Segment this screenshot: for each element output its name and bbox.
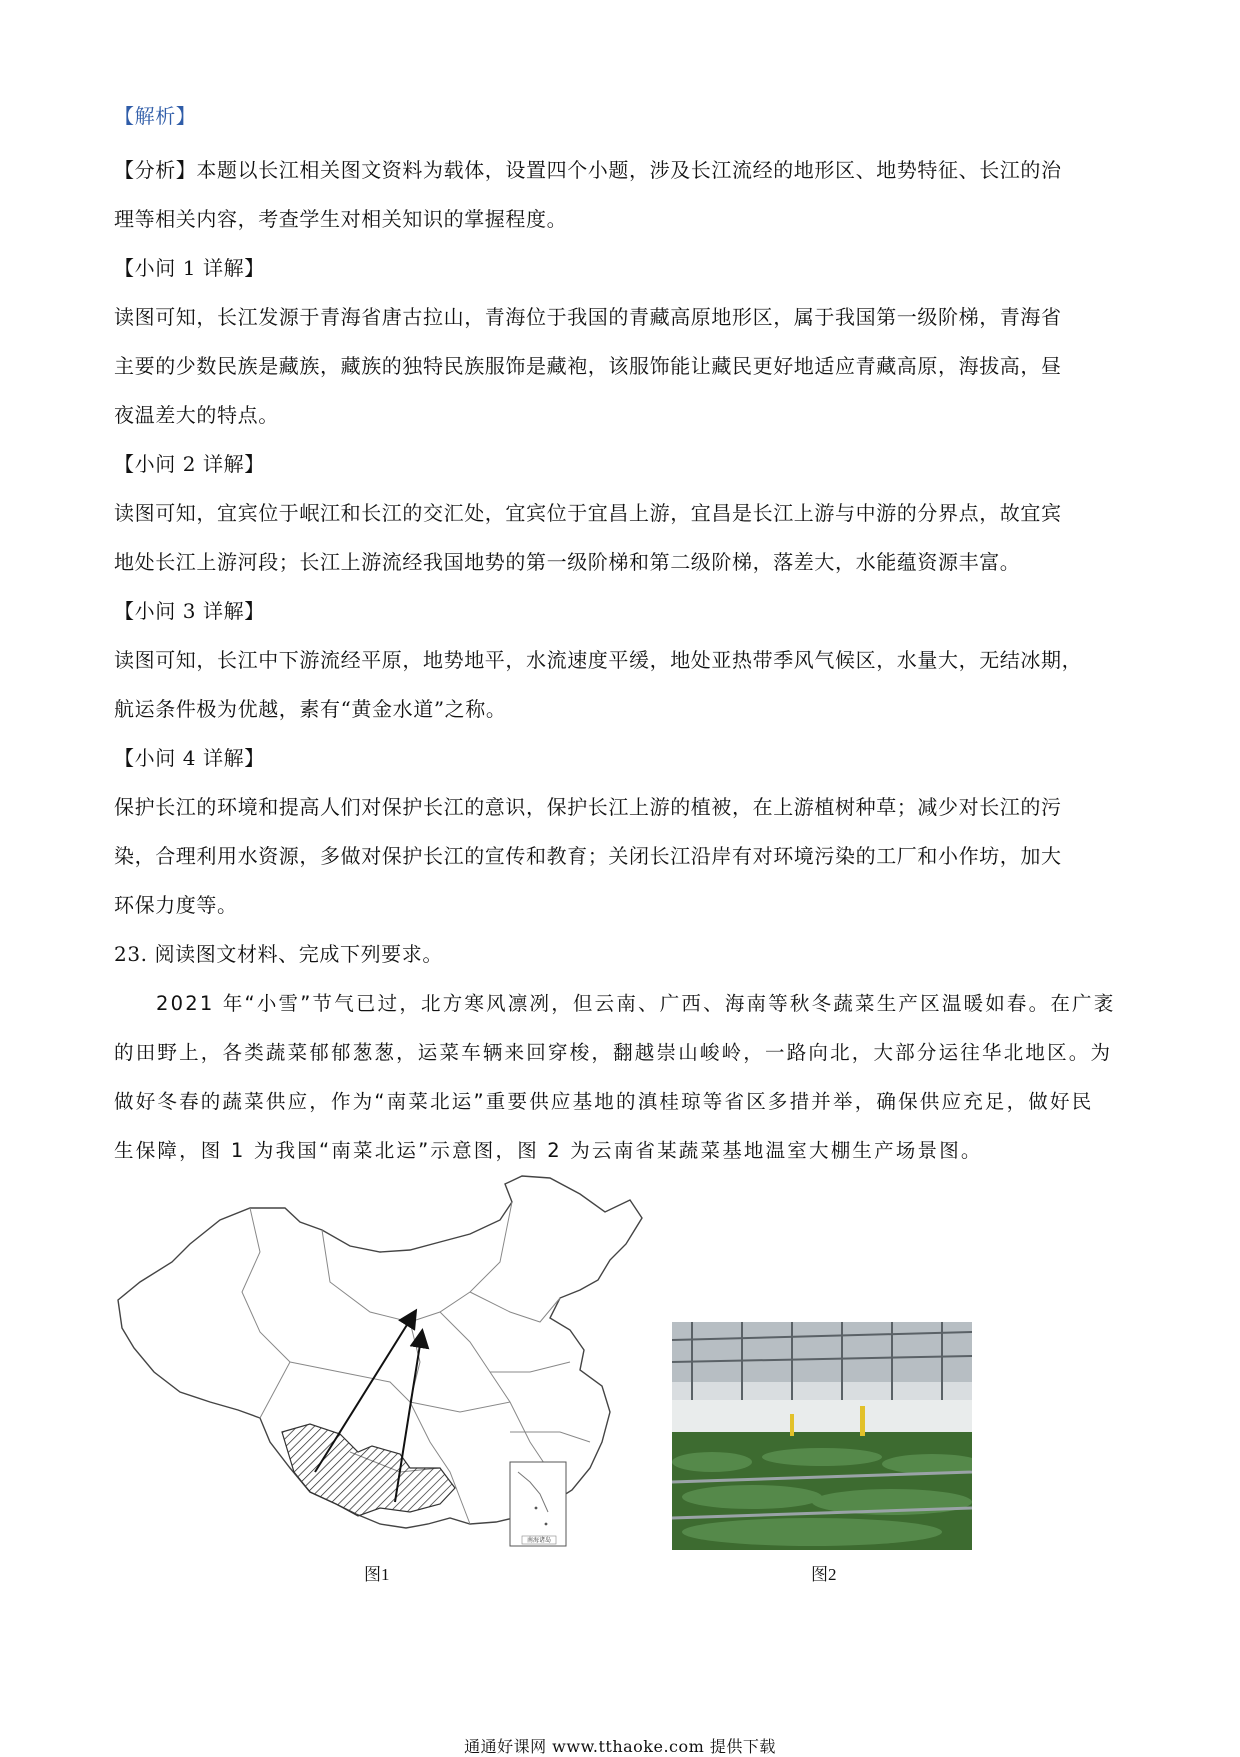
q3-line-2: 航运条件极为优越，素有“黄金水道”之称。 xyxy=(114,697,507,721)
q1-line-2: 主要的少数民族是藏族，藏族的独特民族服饰是藏袍，该服饰能让藏民更好地适应青藏高原，海拔高，昼 xyxy=(114,354,1062,378)
question-23-title: 23. 阅读图文材料、完成下列要求。 xyxy=(114,942,443,966)
greenhouse-photo xyxy=(672,1322,972,1550)
section-header-text: 【解析】 xyxy=(114,104,197,128)
hatched-production-region xyxy=(282,1424,455,1516)
analysis-line-1 xyxy=(114,146,1126,195)
q2-line-2: 地处长江上游河段；长江上游流经我国地势的第一级阶梯和第二级阶梯，落差大，水能蕴资源丰富。 xyxy=(114,550,1021,574)
south-china-sea-inset xyxy=(510,1462,566,1546)
question-23-block xyxy=(114,930,1126,1175)
q1-line-1: 读图可知，长江发源于青海省唐古拉山，青海位于我国的青藏高原地形区，属于我国第一级阶梯，青海省 xyxy=(114,305,1062,329)
question-23-line-4: 生保障，图 1 为我国“南菜北运”示意图，图 2 为云南省某蔬菜基地温室大棚生产场景图。 xyxy=(114,1139,983,1162)
q1-block xyxy=(114,244,1126,440)
analysis-line-2: 理等相关内容，考查学生对相关知识的掌握程度。 xyxy=(114,207,568,231)
figure-2-caption: 图2 xyxy=(811,1565,837,1584)
q3-line-1: 读图可知，长江中下游流经平原，地势地平，水流速度平缓，地处亚热带季风气候区，水量大，无结冰期， xyxy=(114,648,1083,672)
q3-header: 【小问 3 详解】 xyxy=(114,599,265,623)
q4-line-1: 保护长江的环境和提高人们对保护长江的意识，保护长江上游的植被，在上游植树种草；减少对长江的污 xyxy=(114,795,1062,819)
footer-credit: 通通好课网 www.tthaoke.com 提供下载 xyxy=(464,1737,776,1756)
china-map-figure xyxy=(110,1172,710,1552)
q4-block xyxy=(114,734,1126,930)
q2-block xyxy=(114,440,1126,587)
question-23-line-2: 的田野上，各类蔬菜郁郁葱葱，运菜车辆来回穿梭，翻越崇山峻岭，一路向北，大部分运往华北地区。为 xyxy=(114,1041,1113,1064)
q4-line-3: 环保力度等。 xyxy=(114,893,238,917)
q1-line-3: 夜温差大的特点。 xyxy=(114,403,279,427)
analysis-label: 【分析】 xyxy=(114,158,197,182)
q1-header: 【小问 1 详解】 xyxy=(114,256,265,280)
figure-1-caption: 图1 xyxy=(364,1565,390,1584)
q3-block xyxy=(114,587,1126,734)
analysis-text-1: 本题以长江相关图文资料为载体，设置四个小题，涉及长江流经的地形区、地势特征、长江的治 xyxy=(196,158,1062,182)
q4-header: 【小问 4 详解】 xyxy=(114,746,265,770)
analysis-block xyxy=(114,146,1126,244)
q4-line-2: 染，合理利用水资源，多做对保护长江的宣传和教育；关闭长江沿岸有对环境污染的工厂和小作坊，加大 xyxy=(114,844,1062,868)
inset-label: 南海诸岛 xyxy=(526,1537,552,1544)
section-header xyxy=(114,92,1126,141)
q2-line-1: 读图可知，宜宾位于岷江和长江的交汇处，宜宾位于宜昌上游，宜昌是长江上游与中游的分界点，故宜宾 xyxy=(114,501,1062,525)
question-23-line-3: 做好冬春的蔬菜供应，作为“南菜北运”重要供应基地的滇桂琼等省区多措并举，确保供应充足，做好民 xyxy=(114,1090,1094,1113)
question-23-line-1: 2021 年“小雪”节气已过，北方寒风凛冽，但云南、广西、海南等秋冬蔬菜生产区温暖如春。在广袤 xyxy=(156,992,1116,1015)
q2-header: 【小问 2 详解】 xyxy=(114,452,265,476)
